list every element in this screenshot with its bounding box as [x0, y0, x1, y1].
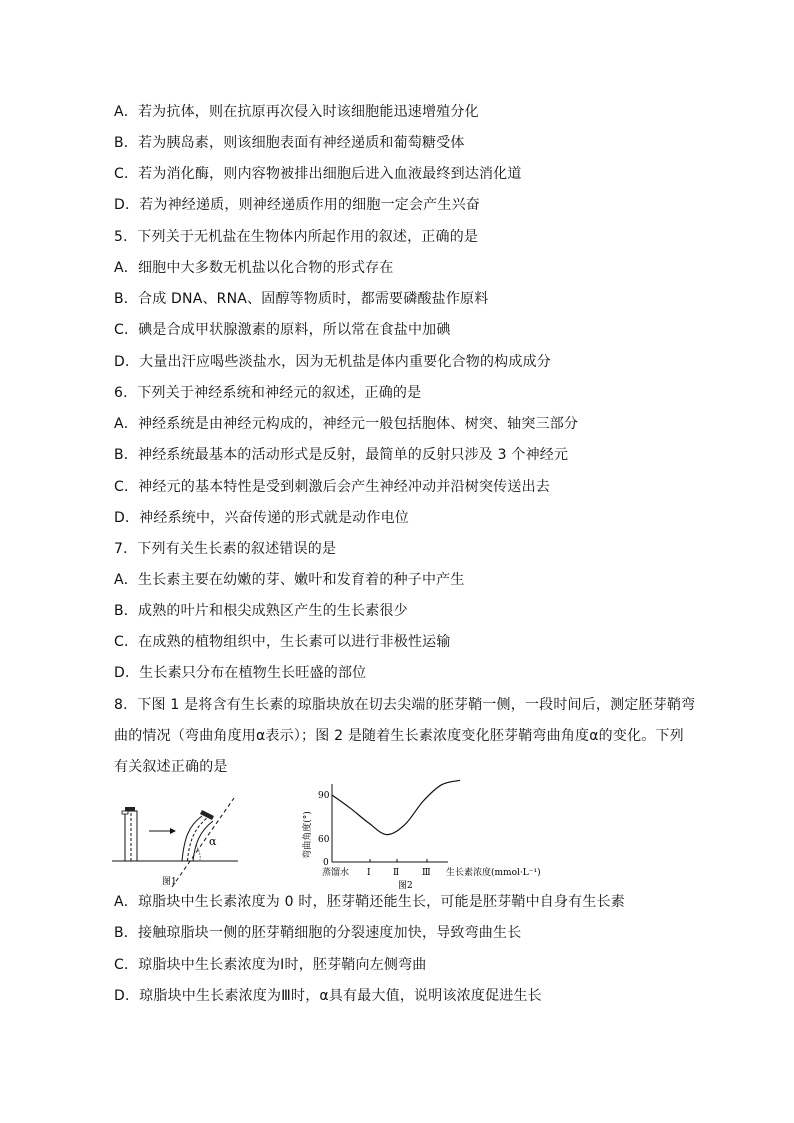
q8-option-d: D．琼脂块中生长素浓度为Ⅲ时，α具有最大值，说明该浓度促进生长 [114, 988, 542, 1004]
q6-option-b: B．神经系统最基本的活动形式是反射，最简单的反射只涉及 3 个神经元 [114, 447, 569, 463]
q5-option-d: D．大量出汗应喝些淡盐水，因为无机盐是体内重要化合物的构成成分 [114, 354, 551, 370]
fig1-arrow-head [170, 828, 176, 834]
q8-stem-line2: 曲的情况（弯曲角度用α表示）；图 2 是随着生长素浓度变化胚芽鞘弯曲角度α的变化。下列 [114, 728, 684, 744]
fig2-xlabel-2: Ⅱ [393, 868, 400, 878]
fig2-ytick-60: 60 [318, 835, 330, 845]
q4-option-b: B．若为胰岛素，则该细胞表面有神经递质和葡萄糖受体 [114, 135, 465, 151]
q8-option-c: C．琼脂块中生长素浓度为Ⅰ时，胚芽鞘向左侧弯曲 [114, 957, 427, 973]
q6-stem: 6．下列关于神经系统和神经元的叙述，正确的是 [114, 385, 422, 401]
fig1-agar-block-left [125, 807, 135, 811]
q8-option-a: A．琼脂块中生长素浓度为 0 时，胚芽鞘还能生长，可能是胚芽鞘中自身有生长素 [114, 894, 625, 910]
q6-option-a: A．神经系统是由神经元构成的，神经元一般包括胞体、树突、轴突三部分 [114, 416, 579, 432]
fig2-x-axis-label: 生长素浓度(mmol·L⁻¹) [446, 868, 541, 878]
fig2-ytick-90: 90 [318, 791, 330, 801]
q8-option-b: B．接触琼脂块一侧的胚芽鞘细胞的分裂速度加快，导致弯曲生长 [114, 925, 522, 941]
q7-option-c: C．在成熟的植物组织中，生长素可以进行非极性运输 [114, 634, 451, 650]
fig2-xlabel-1: Ⅰ [367, 868, 371, 878]
q4-option-d: D．若为神经递质，则神经递质作用的细胞一定会产生兴奋 [114, 197, 480, 213]
fig2-ytick-0: 0 [323, 858, 329, 868]
figure-1-coleoptile [112, 790, 242, 890]
fig1-bent-midline [188, 818, 208, 861]
q7-option-b: B．成熟的叶片和根尖成熟区产生的生长素很少 [114, 603, 408, 619]
q5-option-b: B．合成 DNA、RNA、固醇等物质时，都需要磷酸盐作原料 [114, 291, 489, 307]
fig1-caption: 图1 [162, 877, 177, 887]
figure-2-chart [298, 778, 558, 890]
q7-option-a: A．生长素主要在幼嫩的芽、嫩叶和发育着的种子中产生 [114, 572, 465, 588]
q6-option-d: D．神经系统中，兴奋传递的形式就是动作电位 [114, 510, 409, 526]
fig2-xlabel-water: 蒸馏水 [322, 868, 350, 878]
fig2-xlabel-3: Ⅲ [422, 868, 431, 878]
fig1-agar-block-right [200, 810, 214, 820]
q4-option-a: A．若为抗体，则在抗原再次侵入时该细胞能迅速增殖分化 [114, 104, 479, 120]
fig2-caption: 图2 [398, 881, 413, 890]
fig2-curve-line [332, 780, 460, 834]
q7-stem: 7．下列有关生长素的叙述错误的是 [114, 541, 337, 557]
q5-stem: 5．下列关于无机盐在生物体内所起作用的叙述，正确的是 [114, 229, 479, 245]
q5-option-a: A．细胞中大多数无机盐以化合物的形式存在 [114, 260, 394, 276]
fig1-alpha-label: α [209, 835, 217, 848]
q8-stem-line1: 8．下图 1 是将含有生长素的琼脂块放在切去尖端的胚芽鞘一侧，一段时间后，测定胚芽鞘弯 [114, 697, 696, 713]
q8-stem-line3: 有关叙述正确的是 [114, 759, 228, 775]
q5-option-c: C．碘是合成甲状腺激素的原料，所以常在食盐中加碘 [114, 322, 451, 338]
q4-option-c: C．若为消化酶，则内容物被排出细胞后进入血液最终到达消化道 [114, 166, 522, 182]
fig2-y-axis-label: 弯曲角度(°) [303, 811, 313, 859]
q7-option-d: D．生长素只分布在植物生长旺盛的部位 [114, 665, 367, 681]
q6-option-c: C．神经元的基本特性是受到刺激后会产生神经冲动并沿树突传送出去 [114, 479, 550, 495]
fig1-agar-base-left [122, 811, 128, 814]
